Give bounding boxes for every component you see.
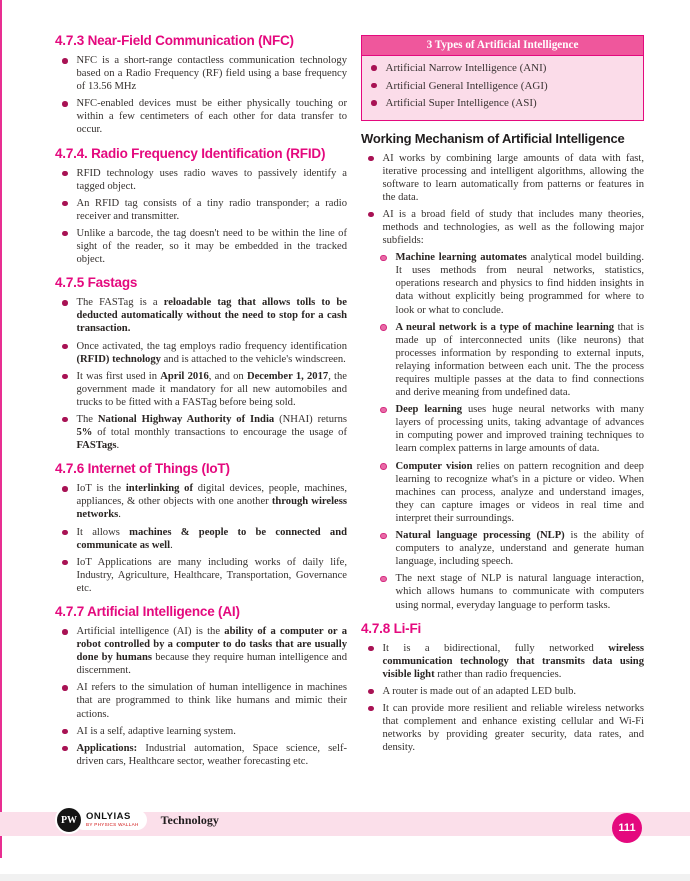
circle-bullet-icon bbox=[380, 463, 387, 470]
bullet-item bbox=[361, 685, 644, 698]
circle-bullet-icon bbox=[380, 407, 387, 414]
bullet-text: Artificial Narrow Intelligence (ANI) bbox=[385, 62, 547, 74]
content-section bbox=[55, 604, 347, 768]
circle-bullet-icon bbox=[380, 255, 387, 262]
section-heading: 4.7.5 Fastags bbox=[55, 275, 138, 291]
dot-bullet-icon bbox=[62, 300, 68, 306]
bullet-text: Once activated, the tag employs radio frequency identification (RFID) technology and is attached to the vehicle's windscreen. bbox=[76, 340, 347, 365]
bullet-text: It can provide more resilient and reliable wireless networks that complement and enhance existing cellular and Wi-Fi networks by providing greater security, data rates, and density. bbox=[382, 702, 644, 754]
bullet-text: It is a bidirectional, fully networked wireless communication technology that transmits data using visible light rather than radio frequencies. bbox=[382, 642, 644, 680]
circle-bullet-icon bbox=[380, 576, 387, 583]
circle-bullet-icon bbox=[380, 533, 387, 540]
dot-bullet-icon bbox=[368, 212, 374, 218]
brand-pill bbox=[74, 810, 147, 829]
content-section bbox=[361, 621, 644, 755]
circle-bullet-icon bbox=[380, 324, 387, 331]
bullet-item bbox=[361, 702, 644, 754]
bullet-text: Unlike a barcode, the tag doesn't need to be within the line of sight of the reader, so it may be embedded in the tracked object. bbox=[76, 227, 347, 266]
bullet-item bbox=[361, 152, 644, 204]
sub-bullet-item bbox=[361, 251, 644, 316]
bullet-item bbox=[364, 61, 637, 76]
bullet-item bbox=[55, 413, 347, 452]
bullet-text: Deep learning uses huge neural networks with many layers of processing units, taking advantage of advances in computing power and improved training techniques to learn complex patterns in large amounts of data. bbox=[395, 404, 645, 455]
dot-bullet-icon bbox=[62, 486, 68, 492]
dot-bullet-icon bbox=[62, 201, 68, 207]
dot-bullet-icon bbox=[368, 706, 374, 712]
bullet-text: Applications: Industrial automation, Space science, self- driven cars, Healthcare sector, weather forecasting etc. bbox=[76, 742, 347, 767]
bullet-item bbox=[55, 526, 347, 552]
dot-bullet-icon bbox=[62, 58, 68, 64]
bullet-item bbox=[55, 54, 347, 93]
bullet-item bbox=[55, 681, 347, 720]
bullet-text: It allows machines & people to be connected and communicate as well. bbox=[76, 526, 348, 551]
dot-bullet-icon bbox=[62, 629, 68, 635]
page-number-badge: 111 bbox=[612, 813, 642, 843]
bullet-text: AI works by combining large amounts of data with fast, iterative processing and intelligent algorithms, allowing the software to learn automatically from patterns or features in the data. bbox=[382, 152, 644, 203]
bullet-text: A neural network is a type of machine learning that is made up of interconnected units (like neurons) that processes information by responding to external inputs, relaying information between each unit. The the process requires multiple passes at the data to find connections and derive meaning from undefined data. bbox=[395, 321, 645, 399]
bullet-item bbox=[55, 167, 347, 193]
section-heading: 4.7.6 Internet of Things (IoT) bbox=[55, 461, 230, 477]
bullet-text: The next stage of NLP is natural language interaction, which allows humans to communicate with computers using normal, everyday language to perform tasks. bbox=[395, 573, 644, 611]
dot-bullet-icon bbox=[62, 685, 68, 691]
section-heading: 4.7.7 Artificial Intelligence (AI) bbox=[55, 604, 240, 619]
bullet-text: The National Highway Authority of India (NHAI) returns 5% of total monthly transactions to encourage the usage of FASTags. bbox=[76, 413, 347, 452]
dot-bullet-icon bbox=[62, 729, 68, 735]
bullet-text: Machine learning automates analytical model building. It uses methods from neural networks, statistics, operations research and physics to find hidden insights in data without explicitly being programmed for where to look or what to conclude. bbox=[395, 252, 645, 316]
sub-bullet-item bbox=[361, 460, 644, 525]
dot-bullet-icon bbox=[371, 65, 377, 71]
sub-bullet-item bbox=[361, 321, 644, 400]
ai-types-box-title: 3 Types of Artificial Intelligence bbox=[362, 36, 643, 56]
bullet-item bbox=[55, 556, 347, 595]
dot-bullet-icon bbox=[62, 746, 68, 752]
bullet-item bbox=[361, 642, 644, 681]
ai-types-box-body bbox=[362, 56, 643, 120]
section-heading: Working Mechanism of Artificial Intelligence bbox=[361, 130, 625, 146]
bullet-item bbox=[364, 96, 637, 111]
bullet-text: RFID technology uses radio waves to passively identify a tagged object. bbox=[76, 167, 347, 192]
section-heading: 4.7.3 Near-Field Communication (NFC) bbox=[55, 33, 294, 48]
content-section bbox=[55, 275, 347, 452]
bullet-item bbox=[55, 625, 347, 677]
bullet-item bbox=[55, 725, 347, 738]
bullet-text: AI is a self, adaptive learning system. bbox=[76, 725, 236, 737]
bullet-text: Artificial Super Intelligence (ASI) bbox=[385, 97, 537, 109]
bullet-text: Natural language processing (NLP) is the ability of computers to analyze, understand and generate human language, including speech. bbox=[395, 530, 644, 568]
dot-bullet-icon bbox=[62, 344, 68, 350]
section-heading: 4.7.4. Radio Frequency Identification (RFID) bbox=[55, 145, 326, 161]
content-section bbox=[55, 461, 347, 595]
bullet-text: Artificial intelligence (AI) is the ability of a computer or a robot controlled by a computer to do tasks that are usually done by humans because they require human intelligence and discernment. bbox=[76, 626, 347, 677]
dot-bullet-icon bbox=[62, 231, 68, 237]
bullet-item bbox=[55, 340, 347, 366]
dot-bullet-icon bbox=[368, 646, 374, 652]
sub-bullet-item bbox=[361, 529, 644, 568]
bullet-item bbox=[55, 482, 347, 521]
content-section bbox=[55, 146, 347, 267]
dot-bullet-icon bbox=[62, 101, 68, 107]
sub-bullet-item bbox=[361, 403, 644, 455]
right-column-sections bbox=[361, 131, 644, 755]
ai-types-box bbox=[361, 35, 644, 121]
bullet-text: It was first used in April 2016, and on December 1, 2017, the government made it mandatory for all new automobiles and trucks to be fitted with a FASTag before being sold. bbox=[76, 370, 347, 408]
bullet-item bbox=[55, 370, 347, 409]
section-heading: 4.7.8 Li-Fi bbox=[361, 620, 422, 636]
bullet-item bbox=[55, 197, 347, 223]
dot-bullet-icon bbox=[62, 560, 68, 566]
bullet-item bbox=[364, 79, 637, 94]
page-edge-accent-line bbox=[0, 0, 2, 858]
right-column bbox=[361, 33, 644, 777]
bullet-text: An RFID tag consists of a tiny radio transponder; a radio receiver and transmitter. bbox=[76, 197, 347, 222]
bullet-text: Artificial General Intelligence (AGI) bbox=[385, 79, 548, 92]
dot-bullet-icon bbox=[371, 83, 377, 89]
bullet-item bbox=[55, 742, 347, 768]
dot-bullet-icon bbox=[368, 156, 374, 162]
bullet-item bbox=[55, 296, 347, 335]
bullet-text: IoT Applications are many including works of daily life, Industry, Agriculture, Healthcare, Transportation, Governance etc. bbox=[76, 556, 347, 594]
bullet-text: NFC is a short-range contactless communication technology based on a Radio Frequency (RF) field using a base frequency of 13.56 MHz bbox=[76, 55, 347, 93]
bullet-text: NFC-enabled devices must be either physically touching or within a few centimeters of each other for data transfer to occur. bbox=[76, 98, 347, 136]
dot-bullet-icon bbox=[62, 417, 68, 423]
bullet-text: AI refers to the simulation of human intelligence in machines that are programmed to think like humans and mimic their actions. bbox=[76, 682, 347, 720]
bullet-item bbox=[55, 97, 347, 136]
bullet-text: A router is made out of an adapted LED bulb. bbox=[382, 685, 577, 697]
dot-bullet-icon bbox=[62, 530, 68, 536]
page-bottom-strip bbox=[0, 874, 690, 881]
bullet-text: IoT is the interlinking of digital devices, people, machines, appliances, & other objects with one another through wireless networks. bbox=[76, 483, 348, 521]
bullet-text: Computer vision relies on pattern recognition and deep learning to recognize what's in a picture or video. When machines can process, analyze and understand images, they can capture images or videos in real time and interpret their surroundings. bbox=[395, 460, 644, 524]
content-section bbox=[361, 131, 644, 612]
content-section bbox=[55, 33, 347, 137]
bullet-item bbox=[55, 227, 347, 266]
left-column bbox=[55, 33, 347, 777]
footer-logo bbox=[55, 804, 219, 836]
pw-logo-icon: PW bbox=[55, 806, 83, 834]
brand-subtitle: BY PHYSICS WALLAH bbox=[86, 821, 139, 827]
bullet-text: AI is a broad field of study that includes many theories, methods and technologies, as well as the following major subfields: bbox=[382, 208, 644, 247]
dot-bullet-icon bbox=[371, 100, 377, 106]
brand-name: ONLYIAS bbox=[86, 811, 131, 823]
bullet-item bbox=[361, 208, 644, 247]
dot-bullet-icon bbox=[62, 171, 68, 177]
bullet-text: The FASTag is a reloadable tag that allows tolls to be deducted automatically without the need to stop for a cash transaction. bbox=[76, 297, 347, 335]
dot-bullet-icon bbox=[62, 374, 68, 380]
footer-section-label: Technology bbox=[160, 812, 219, 827]
sub-bullet-item bbox=[361, 572, 644, 611]
dot-bullet-icon bbox=[368, 689, 374, 695]
